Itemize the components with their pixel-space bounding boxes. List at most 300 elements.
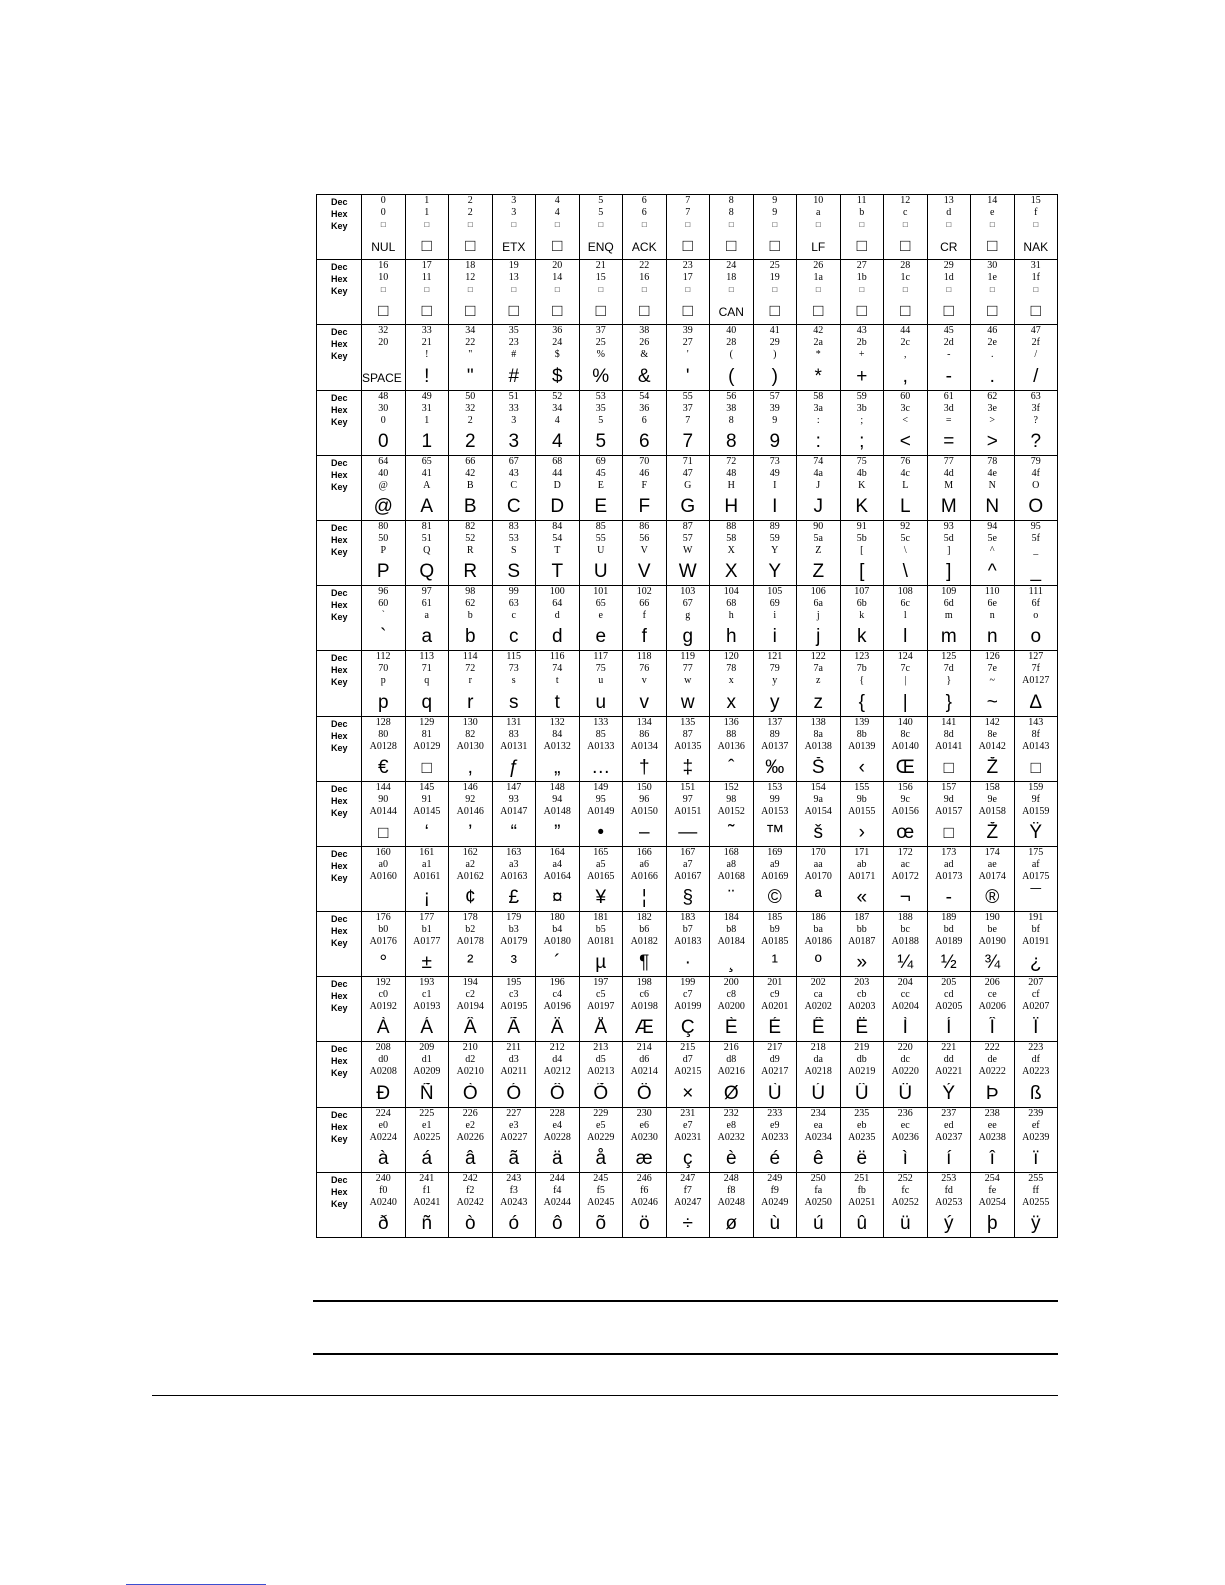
key-value: A0229 bbox=[587, 1131, 615, 1143]
key-value: A0207 bbox=[1022, 1001, 1050, 1013]
hex-value: b3 bbox=[508, 924, 519, 936]
row-label-dec: Dec bbox=[331, 1109, 348, 1120]
dec-value: 143 bbox=[1028, 716, 1044, 728]
row-label-hex: Hex bbox=[331, 926, 348, 937]
section-rule-top bbox=[313, 1300, 1058, 1302]
key-value: A0128 bbox=[369, 740, 397, 752]
key-value: A0165 bbox=[587, 870, 615, 882]
hex-value: 0 bbox=[380, 207, 386, 218]
key-value: t bbox=[555, 675, 559, 687]
hex-value: dd bbox=[943, 1054, 954, 1066]
key-value: % bbox=[596, 349, 605, 361]
char-cell bbox=[405, 1042, 449, 1107]
dec-value: 245 bbox=[593, 1172, 609, 1184]
dec-value: 117 bbox=[593, 651, 609, 663]
glyph: ( bbox=[728, 365, 735, 387]
char-cell bbox=[579, 912, 623, 977]
glyph: □ bbox=[465, 301, 476, 321]
table-row bbox=[317, 781, 1058, 846]
key-value: \ bbox=[903, 544, 907, 556]
hex-value: 8f bbox=[1031, 728, 1040, 740]
glyph: } bbox=[945, 691, 952, 713]
dec-value: 44 bbox=[900, 325, 911, 337]
char-cell bbox=[971, 716, 1015, 781]
hex-value: 36 bbox=[639, 402, 650, 414]
char-cell bbox=[579, 260, 623, 325]
hex-value: 99 bbox=[769, 793, 780, 805]
row-label-dec: Dec bbox=[331, 392, 348, 403]
key-value: □ bbox=[467, 285, 473, 295]
hex-value: 25 bbox=[595, 337, 606, 349]
glyph: Ã bbox=[507, 1017, 521, 1039]
char-cell bbox=[884, 325, 928, 390]
key-value: A0212 bbox=[543, 1066, 571, 1078]
dec-value: 144 bbox=[375, 781, 391, 793]
char-cell bbox=[753, 586, 797, 651]
dec-value: 22 bbox=[639, 260, 650, 272]
hex-value: f6 bbox=[640, 1184, 649, 1196]
glyph: m bbox=[940, 626, 957, 648]
char-cell bbox=[623, 390, 667, 455]
dec-value: 14 bbox=[987, 195, 998, 206]
dec-value: 152 bbox=[723, 781, 739, 793]
row-label-hex: Hex bbox=[331, 665, 348, 676]
glyph: □ bbox=[378, 301, 389, 321]
key-value: A0133 bbox=[587, 740, 615, 752]
glyph: / bbox=[1033, 365, 1039, 387]
key-value: * bbox=[815, 349, 821, 361]
key-value: A0202 bbox=[804, 1001, 832, 1013]
dec-value: 109 bbox=[941, 586, 957, 598]
hex-value: 32 bbox=[465, 402, 476, 414]
dec-value: 81 bbox=[421, 520, 432, 532]
glyph: F bbox=[638, 495, 651, 517]
char-cell bbox=[405, 390, 449, 455]
key-value: ] bbox=[947, 544, 951, 556]
glyph: Ì bbox=[902, 1017, 908, 1039]
dec-value: 130 bbox=[462, 716, 478, 728]
key-value: } bbox=[946, 675, 952, 687]
dec-value: 199 bbox=[680, 977, 696, 989]
row-labels bbox=[317, 520, 362, 585]
glyph: § bbox=[682, 887, 694, 909]
glyph: r bbox=[467, 691, 474, 713]
glyph: º bbox=[814, 952, 822, 974]
dec-value: 218 bbox=[810, 1042, 826, 1054]
char-cell bbox=[666, 455, 710, 520]
char-cell bbox=[492, 912, 536, 977]
char-cell bbox=[362, 1172, 406, 1237]
key-value: & bbox=[640, 349, 649, 361]
glyph: o bbox=[1030, 626, 1042, 648]
char-cell bbox=[971, 260, 1015, 325]
hex-value: 42 bbox=[465, 467, 476, 479]
hex-value: a1 bbox=[422, 858, 432, 870]
hex-value: 9d bbox=[943, 793, 954, 805]
key-value: S bbox=[510, 544, 517, 556]
glyph: U bbox=[593, 561, 608, 583]
dec-value: 75 bbox=[856, 455, 867, 467]
char-cell bbox=[536, 1107, 580, 1172]
glyph: ¡ bbox=[423, 887, 430, 909]
hex-value: 79 bbox=[769, 663, 780, 675]
row-labels bbox=[317, 195, 362, 260]
key-value: D bbox=[553, 479, 561, 491]
glyph: j bbox=[816, 626, 821, 648]
char-cell bbox=[710, 1042, 754, 1107]
row-labels bbox=[317, 1107, 362, 1172]
char-cell bbox=[753, 195, 797, 260]
hex-value: 26 bbox=[639, 337, 650, 349]
key-value: I bbox=[773, 479, 777, 491]
hex-value: 49 bbox=[769, 467, 780, 479]
dec-value: 98 bbox=[465, 586, 476, 598]
dec-value: 158 bbox=[984, 781, 1000, 793]
glyph: 9 bbox=[769, 430, 781, 452]
char-cell bbox=[623, 912, 667, 977]
dec-value: 191 bbox=[1028, 912, 1044, 924]
char-cell bbox=[971, 390, 1015, 455]
glyph: D bbox=[550, 495, 565, 517]
dec-value: 78 bbox=[987, 455, 998, 467]
hex-value: 55 bbox=[595, 532, 606, 544]
char-cell bbox=[492, 520, 536, 585]
hex-value: 41 bbox=[421, 467, 432, 479]
char-cell bbox=[362, 586, 406, 651]
char-cell bbox=[797, 781, 841, 846]
char-cell bbox=[1014, 455, 1058, 520]
key-value: □ bbox=[511, 285, 517, 295]
dec-value: 28 bbox=[900, 260, 911, 272]
dec-value: 248 bbox=[723, 1172, 739, 1184]
hex-value: 51 bbox=[421, 532, 432, 544]
glyph: R bbox=[463, 561, 478, 583]
key-value: 9 bbox=[772, 414, 778, 426]
hex-value: 4 bbox=[554, 207, 560, 218]
key-value: e bbox=[598, 610, 603, 622]
dec-value: 127 bbox=[1028, 651, 1044, 663]
hex-value: d0 bbox=[378, 1054, 389, 1066]
glyph: © bbox=[767, 887, 782, 909]
hex-value: 75 bbox=[595, 663, 606, 675]
hex-value: e6 bbox=[639, 1119, 649, 1131]
dec-value: 253 bbox=[941, 1172, 957, 1184]
key-value: C bbox=[510, 479, 518, 491]
char-cell bbox=[971, 455, 1015, 520]
glyph: ÿ bbox=[1031, 1213, 1041, 1234]
key-value: ~ bbox=[989, 675, 995, 687]
glyph: ¼ bbox=[897, 952, 914, 974]
row-label-hex: Hex bbox=[331, 860, 348, 871]
row-labels bbox=[317, 716, 362, 781]
char-cell bbox=[492, 977, 536, 1042]
char-cell bbox=[536, 781, 580, 846]
dec-value: 51 bbox=[508, 390, 519, 402]
glyph: □ bbox=[856, 236, 867, 256]
char-cell bbox=[753, 912, 797, 977]
glyph: □ bbox=[552, 301, 563, 321]
key-value: E bbox=[597, 479, 604, 491]
hex-value: 95 bbox=[595, 793, 606, 805]
hex-value: 6c bbox=[900, 598, 910, 610]
dec-value: 213 bbox=[593, 1042, 609, 1054]
dec-value: 131 bbox=[506, 716, 522, 728]
char-cell bbox=[405, 977, 449, 1042]
row-labels bbox=[317, 846, 362, 911]
dec-value: 156 bbox=[897, 781, 913, 793]
char-cell bbox=[579, 716, 623, 781]
glyph: Ú bbox=[811, 1082, 826, 1104]
char-cell bbox=[536, 912, 580, 977]
key-value: A0187 bbox=[848, 936, 876, 948]
glyph: Ä bbox=[550, 1017, 564, 1039]
glyph: ° bbox=[379, 952, 388, 974]
char-cell bbox=[449, 1172, 493, 1237]
char-cell bbox=[797, 651, 841, 716]
row-label-dec: Dec bbox=[331, 197, 348, 207]
hex-value: 3b bbox=[856, 402, 867, 414]
glyph: ¯ bbox=[1030, 887, 1041, 909]
hex-value: ec bbox=[900, 1119, 910, 1131]
dec-value: 11 bbox=[856, 195, 867, 206]
char-cell bbox=[666, 651, 710, 716]
key-value: ; bbox=[860, 414, 864, 426]
key-value: A0209 bbox=[413, 1066, 441, 1078]
key-value: A0252 bbox=[891, 1196, 919, 1208]
row-label-key: Key bbox=[331, 416, 348, 427]
dec-value: 74 bbox=[813, 455, 824, 467]
dec-value: 102 bbox=[636, 586, 652, 598]
char-cell bbox=[579, 1107, 623, 1172]
dec-value: 57 bbox=[769, 390, 780, 402]
glyph: x bbox=[726, 691, 736, 713]
row-labels bbox=[317, 455, 362, 520]
glyph: L bbox=[899, 495, 911, 517]
hex-value: 6 bbox=[641, 207, 647, 218]
hex-value: 83 bbox=[508, 728, 519, 740]
dec-value: 32 bbox=[378, 325, 389, 337]
row-label-hex: Hex bbox=[331, 1056, 348, 1067]
key-value: □ bbox=[728, 220, 734, 229]
dec-value: 88 bbox=[726, 520, 737, 532]
dec-value: 233 bbox=[767, 1107, 783, 1119]
hex-value: 15 bbox=[595, 272, 606, 284]
char-cell bbox=[884, 260, 928, 325]
dec-value: 123 bbox=[854, 651, 870, 663]
dec-value: 30 bbox=[987, 260, 998, 272]
char-cell bbox=[1014, 390, 1058, 455]
key-value: A0235 bbox=[848, 1131, 876, 1143]
dec-value: 110 bbox=[984, 586, 1000, 598]
glyph: € bbox=[377, 756, 389, 778]
dec-value: 237 bbox=[941, 1107, 957, 1119]
char-cell bbox=[536, 520, 580, 585]
dec-value: 85 bbox=[595, 520, 606, 532]
hex-value: 48 bbox=[726, 467, 737, 479]
glyph: 8 bbox=[725, 430, 737, 452]
hex-value: 47 bbox=[682, 467, 693, 479]
hex-value: ca bbox=[813, 989, 823, 1001]
hex-value: b1 bbox=[421, 924, 432, 936]
table-row bbox=[317, 520, 1058, 585]
glyph: Ø bbox=[723, 1082, 739, 1104]
dec-value: 234 bbox=[810, 1107, 826, 1119]
hex-value: 5c bbox=[900, 532, 910, 544]
glyph: ! bbox=[424, 365, 430, 387]
dec-value: 108 bbox=[897, 586, 913, 598]
key-value: □ bbox=[641, 220, 647, 229]
char-cell bbox=[971, 846, 1015, 911]
key-value: A0231 bbox=[674, 1131, 702, 1143]
dec-value: 86 bbox=[639, 520, 650, 532]
glyph: □ bbox=[856, 301, 867, 321]
glyph: □ bbox=[378, 822, 389, 842]
dec-value: 52 bbox=[552, 390, 563, 402]
key-value: A0210 bbox=[456, 1066, 484, 1078]
key-value: x bbox=[728, 675, 734, 687]
dec-value: 70 bbox=[639, 455, 650, 467]
dec-value: 77 bbox=[943, 455, 954, 467]
hex-value: c1 bbox=[422, 989, 432, 1001]
glyph: # bbox=[508, 365, 520, 387]
char-cell bbox=[797, 1107, 841, 1172]
dec-value: 154 bbox=[810, 781, 826, 793]
key-value: A0225 bbox=[413, 1131, 441, 1143]
key-value: A0156 bbox=[891, 805, 919, 817]
row-label-key: Key bbox=[331, 938, 348, 949]
hex-value: b2 bbox=[465, 924, 476, 936]
char-cell bbox=[666, 195, 710, 260]
dec-value: 151 bbox=[680, 781, 696, 793]
hex-value: 6b bbox=[856, 598, 867, 610]
key-value: A0221 bbox=[935, 1066, 963, 1078]
glyph: Ï bbox=[1033, 1017, 1039, 1039]
key-value: G bbox=[684, 479, 692, 491]
row-label-hex: Hex bbox=[331, 730, 348, 741]
key-value: □ bbox=[946, 220, 952, 229]
char-cell bbox=[579, 651, 623, 716]
key-value: A0153 bbox=[761, 805, 789, 817]
glyph: n bbox=[986, 626, 998, 648]
hex-value: f1 bbox=[422, 1184, 431, 1196]
dec-value: 26 bbox=[813, 260, 824, 272]
char-cell bbox=[884, 520, 928, 585]
glyph: Ñ bbox=[419, 1082, 434, 1104]
hex-value: 9e bbox=[987, 793, 997, 805]
key-value: A0199 bbox=[674, 1001, 702, 1013]
glyph: É bbox=[768, 1017, 782, 1039]
glyph: | bbox=[902, 691, 908, 713]
key-value: A0203 bbox=[848, 1001, 876, 1013]
key-value: A0204 bbox=[891, 1001, 919, 1013]
key-value: A0254 bbox=[978, 1196, 1006, 1208]
character-set-body bbox=[317, 195, 1058, 1238]
char-cell bbox=[753, 651, 797, 716]
glyph: LF bbox=[811, 240, 826, 255]
dec-value: 37 bbox=[595, 325, 606, 337]
hex-value: 5 bbox=[598, 207, 604, 218]
dec-value: 190 bbox=[984, 912, 1000, 924]
hex-value: bf bbox=[1031, 924, 1040, 936]
glyph: e bbox=[595, 626, 607, 648]
glyph: Ó bbox=[506, 1082, 522, 1104]
dec-value: 139 bbox=[854, 716, 870, 728]
key-value: _ bbox=[1033, 544, 1039, 556]
dec-value: 209 bbox=[419, 1042, 435, 1054]
dec-value: 186 bbox=[810, 912, 826, 924]
hex-value: b6 bbox=[639, 924, 650, 936]
glyph: V bbox=[637, 561, 651, 583]
row-label-dec: Dec bbox=[331, 653, 348, 664]
char-cell bbox=[927, 651, 971, 716]
dec-value: 180 bbox=[549, 912, 565, 924]
dec-value: 21 bbox=[595, 260, 606, 272]
glyph: È bbox=[724, 1017, 738, 1039]
hex-value: 7c bbox=[900, 663, 910, 675]
dec-value: 196 bbox=[549, 977, 565, 989]
dec-value: 82 bbox=[465, 520, 476, 532]
dec-value: 36 bbox=[552, 325, 563, 337]
char-cell bbox=[927, 1042, 971, 1107]
dec-value: 9 bbox=[772, 195, 778, 206]
key-value: i bbox=[773, 610, 777, 622]
char-cell bbox=[536, 716, 580, 781]
row-label-hex: Hex bbox=[331, 469, 348, 480]
char-cell bbox=[1014, 586, 1058, 651]
key-value: A0226 bbox=[456, 1131, 484, 1143]
hex-value: e2 bbox=[465, 1119, 475, 1131]
row-label-hex: Hex bbox=[331, 1121, 348, 1132]
key-value: A0130 bbox=[456, 740, 484, 752]
glyph: □ bbox=[421, 757, 432, 777]
key-value: Z bbox=[815, 544, 822, 556]
char-cell bbox=[623, 781, 667, 846]
key-value: F bbox=[641, 479, 648, 491]
char-cell bbox=[710, 520, 754, 585]
hex-value: 59 bbox=[769, 532, 780, 544]
dec-value: 166 bbox=[636, 846, 652, 858]
char-cell bbox=[492, 716, 536, 781]
hex-value: 61 bbox=[421, 598, 432, 610]
key-value: A0140 bbox=[891, 740, 919, 752]
key-value: 7 bbox=[685, 414, 691, 426]
dec-value: 43 bbox=[856, 325, 867, 337]
char-cell bbox=[666, 912, 710, 977]
dec-value: 134 bbox=[636, 716, 652, 728]
hex-value: a8 bbox=[726, 858, 736, 870]
key-value: A0213 bbox=[587, 1066, 615, 1078]
hex-value: 6e bbox=[987, 598, 997, 610]
char-cell bbox=[971, 325, 1015, 390]
glyph: Ë bbox=[855, 1017, 869, 1039]
char-cell bbox=[449, 195, 493, 260]
hex-value: 3e bbox=[987, 402, 997, 414]
glyph: ù bbox=[769, 1213, 781, 1234]
dec-value: 8 bbox=[728, 195, 734, 206]
dec-value: 178 bbox=[462, 912, 478, 924]
char-cell bbox=[840, 260, 884, 325]
char-cell bbox=[1014, 325, 1058, 390]
dec-value: 99 bbox=[508, 586, 519, 598]
hex-value: 50 bbox=[378, 532, 389, 544]
hex-value: 9c bbox=[900, 793, 910, 805]
key-value: A0159 bbox=[1022, 805, 1050, 817]
hex-value: a2 bbox=[465, 858, 475, 870]
key-value: □ bbox=[859, 220, 865, 229]
dec-value: 20 bbox=[552, 260, 563, 272]
glyph: SPACE bbox=[362, 370, 402, 385]
glyph: ¦ bbox=[641, 887, 647, 909]
